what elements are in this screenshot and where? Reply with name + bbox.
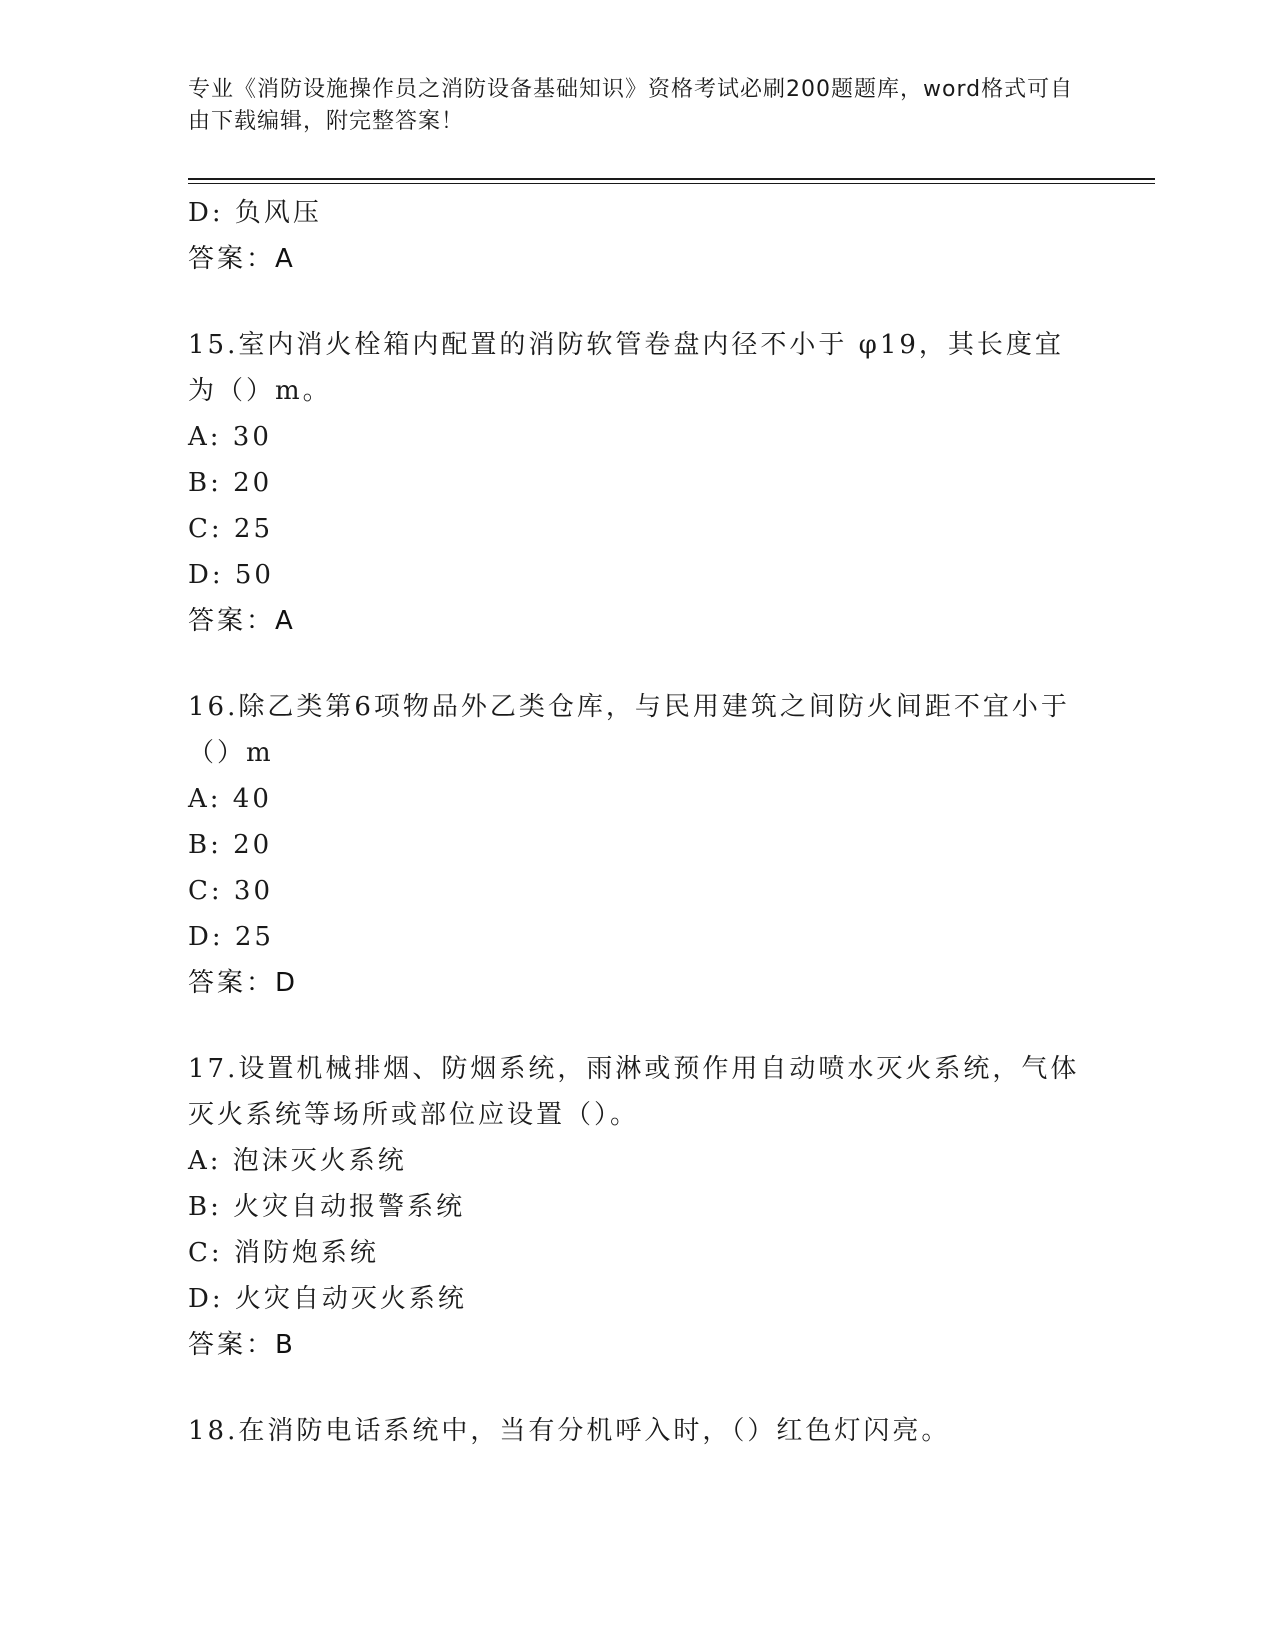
option-b: B: 火灾自动报警系统 — [188, 1192, 466, 1222]
option-d: D: 火灾自动灭火系统 — [188, 1284, 467, 1314]
option-c: C: 30 — [188, 876, 274, 906]
question-16 — [188, 684, 1088, 1006]
question-15 — [188, 322, 1088, 644]
option-b: B: 20 — [188, 468, 273, 498]
option-d: D: 50 — [188, 560, 274, 590]
answer: 答案：B — [188, 1330, 296, 1360]
question-text: 16.除乙类第6项物品外乙类仓库，与民用建筑之间防火间距不宜小于（）m — [188, 692, 1070, 768]
document-header: 专业《消防设施操作员之消防设备基础知识》资格考试必刷200题题库，word格式可自由下载编辑，附完整答案！ — [188, 77, 1074, 134]
header-rule-thin — [188, 183, 1155, 184]
answer: 答案：A — [188, 606, 296, 636]
question-17 — [188, 1046, 1088, 1368]
question-18 — [188, 1408, 1088, 1454]
question-text: 17.设置机械排烟、防烟系统，雨淋或预作用自动喷水灭火系统，气体灭火系统等场所或部位应设置（）。 — [188, 1054, 1080, 1130]
answer: 答案：D — [188, 968, 299, 998]
option-a: A: 30 — [188, 422, 272, 452]
prev-answer: 答案：A — [188, 244, 296, 274]
option-a: A: 40 — [188, 784, 272, 814]
option-b: B: 20 — [188, 830, 273, 860]
prev-option-d: D: 负风压 — [188, 198, 322, 228]
header-rule — [188, 178, 1155, 180]
question-list — [188, 190, 1088, 1454]
option-d: D: 25 — [188, 922, 274, 952]
question-text: 15.室内消火栓箱内配置的消防软管卷盘内径不小于 φ19，其长度宜为（）m。 — [188, 330, 1064, 406]
option-a: A: 泡沫灭火系统 — [188, 1146, 407, 1176]
question-text: 18.在消防电话系统中，当有分机呼入时，（）红色灯闪亮。 — [188, 1416, 951, 1446]
option-c: C: 25 — [188, 514, 274, 544]
option-c: C: 消防炮系统 — [188, 1238, 379, 1268]
